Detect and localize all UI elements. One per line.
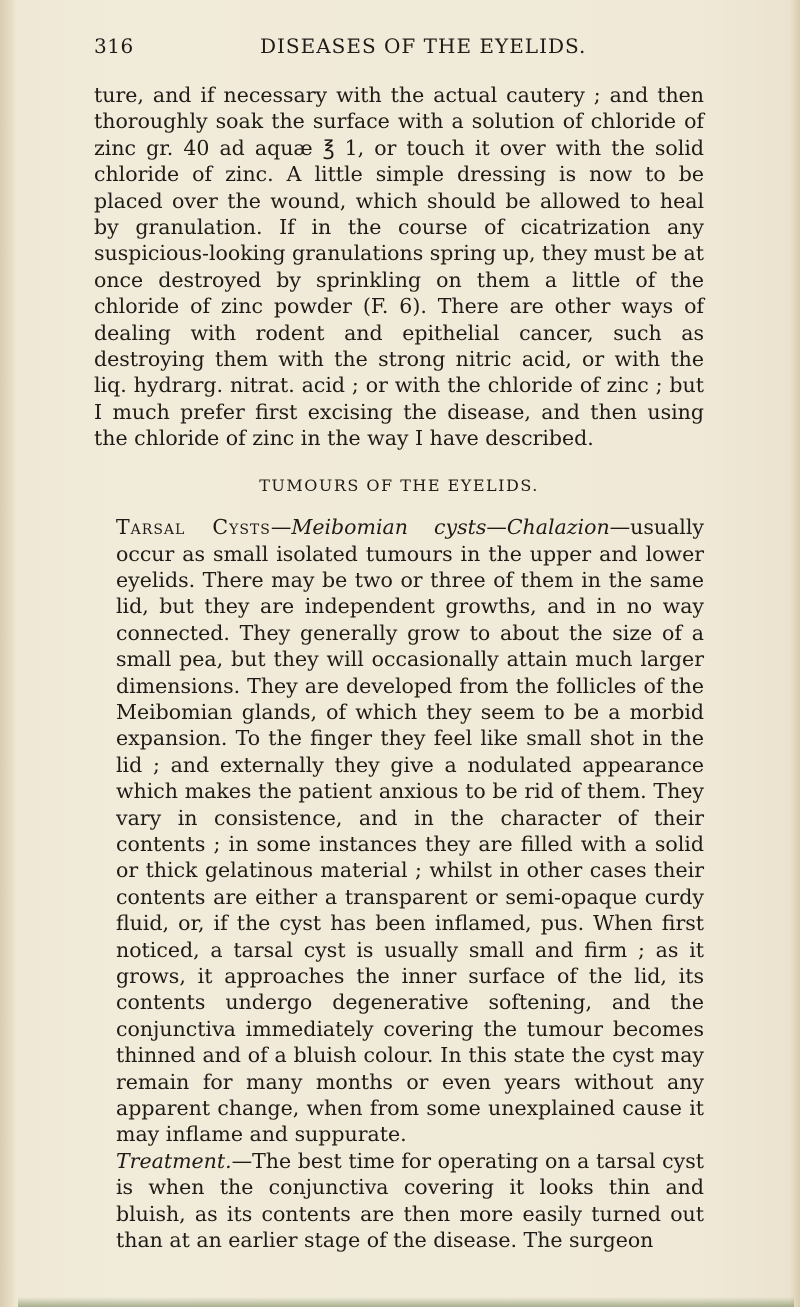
chalazion-term: Chalazion bbox=[506, 515, 610, 540]
paragraph-cautery: ture, and if necessary with the actual cautery ; and then thoroughly soak the surface with a solution of chloride of zinc gr. 40 ad aquæ ℥ 1, or touch it over with the solid chloride of zinc. A little simple dressing is now to be placed over the wound, which should be allowed to heal by granulation. If in the course of cicatrization any suspicious-looking granulations spring up, they must be at once destroyed by sprinkling on them a little of the chloride of zinc powder (F. 6). There are other ways of dealing with rodent and epithelial cancer, such as destroying them with the strong nitric acid, or with the liq. hydrarg. nitrat. acid ; or with the chloride of zinc ; but I much prefer first excising the disease, and then using the chloride of zinc in the way I have described. bbox=[94, 83, 704, 451]
page-text bbox=[94, 82, 704, 1253]
paragraph-body: —The best time for operating on a tarsal cyst is when the conjunctiva covering it looks thin and bluish, as its contents are then more easily turned out than at an earlier stage of the disease. The surgeon bbox=[116, 1148, 704, 1253]
treatment-term: Treatment. bbox=[116, 1148, 232, 1173]
page-right-edge bbox=[790, 0, 800, 1307]
page-number: 316 bbox=[94, 34, 134, 58]
paragraph-tarsal-cysts bbox=[94, 514, 704, 1148]
paragraph-treatment bbox=[94, 1148, 704, 1254]
paragraph-lead: Tarsal Cysts bbox=[116, 515, 271, 540]
page-bottom-edge bbox=[18, 1297, 794, 1307]
running-head bbox=[94, 34, 704, 64]
running-head-title: DISEASES OF THE EYELIDS. bbox=[260, 34, 587, 58]
meibomian-cysts-term: Meibomian cysts bbox=[291, 515, 487, 540]
page-left-shadow bbox=[0, 0, 14, 1307]
em-dash: — bbox=[486, 515, 507, 540]
paragraph-body: —usually occur as small isolated tumours in the upper and lower eyelids. There may be two or three of them in the same lid, but they are independent growths, and in no way connected. They generally grow to about the size of a small pea, but they will occasionally attain much larger dimensions. They are developed from the follicles of the Meibomian glands, of which they seem to be a morbid expansion. To the finger they feel like small shot in the lid ; and externally they give a nodulated appearance which makes the patient anxious to be rid of them. They vary in consistence, and in the character of their contents ; in some instances they are filled with a solid or thick gelatinous material ; whilst in other cases their contents are either a transparent or semi-opaque curdy fluid, or, if the cyst has been inflamed, pus. When first noticed, a tarsal cyst is usually small and firm ; as it grows, it approaches the inner surface of the lid, its contents undergo degenerative softening, and the conjunctiva immediately covering the tumour becomes thinned and of a bluish colour. In this state the cyst may remain for many months or even years without any apparent change, when from some unexplained cause it may inflame and suppurate. bbox=[116, 515, 704, 1147]
em-dash: — bbox=[270, 515, 292, 540]
section-heading: TUMOURS OF THE EYELIDS. bbox=[259, 475, 539, 495]
